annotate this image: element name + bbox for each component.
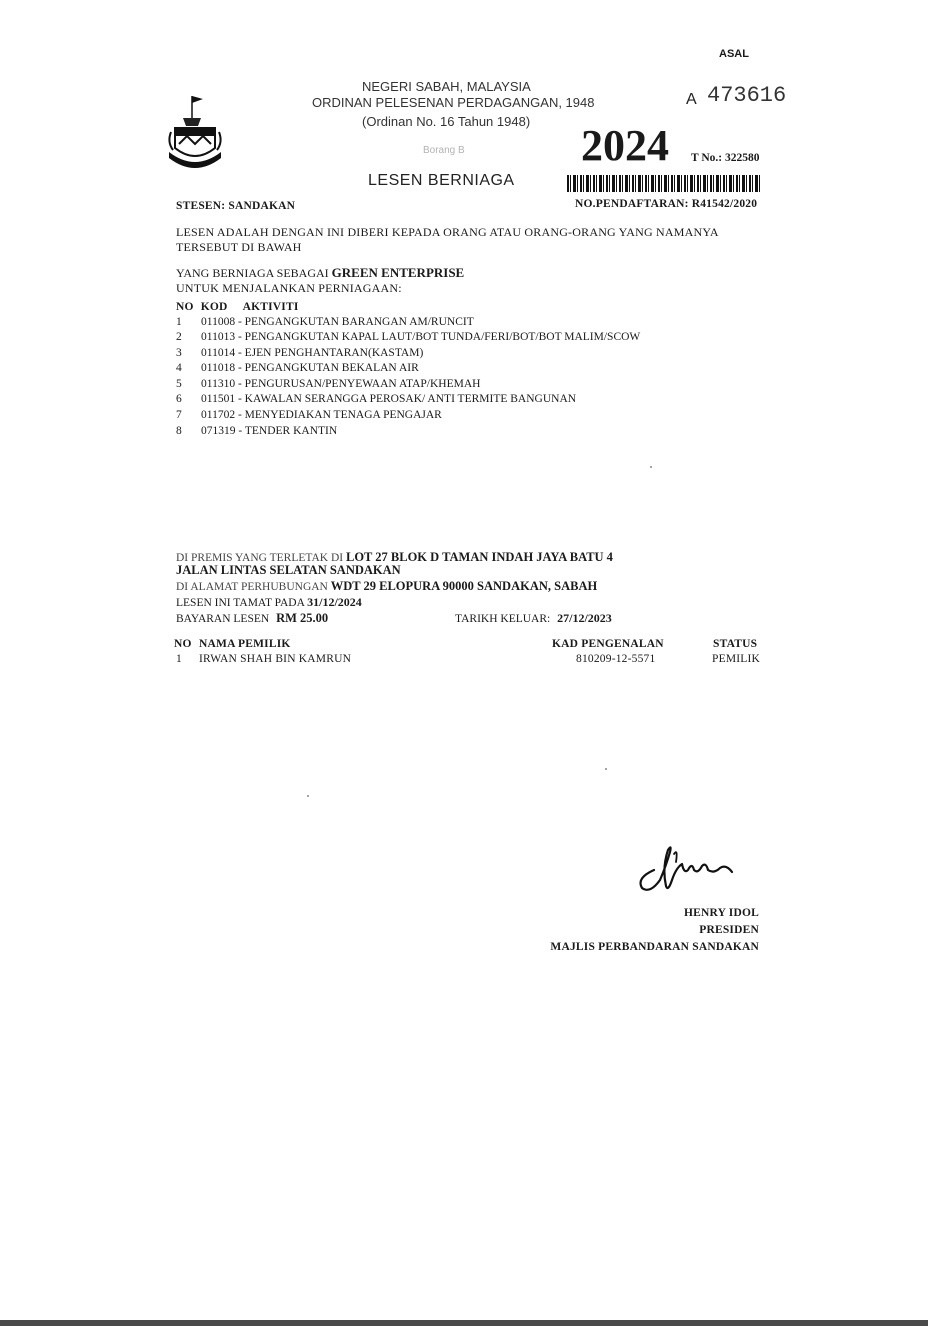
serial-number: 473616 bbox=[707, 83, 787, 108]
signature bbox=[632, 840, 742, 898]
intro-line-2: TERSEBUT DI BAWAH bbox=[176, 240, 302, 254]
expiry-date: 31/12/2024 bbox=[307, 595, 362, 609]
owners-header-no: NO bbox=[174, 638, 192, 650]
activity-row bbox=[176, 393, 576, 408]
activity-no: 2 bbox=[176, 331, 182, 343]
premises-label: DI PREMIS YANG TERLETAK DI bbox=[176, 552, 344, 564]
business-name: GREEN ENTERPRISE bbox=[331, 265, 465, 280]
activity-no: 8 bbox=[176, 425, 182, 437]
activity-row bbox=[176, 316, 474, 331]
intro-line-1: LESEN ADALAH DENGAN INI DIBERI KEPADA ORANG ATAU ORANG-ORANG YANG NAMANYA bbox=[176, 225, 719, 239]
header-ordinance-ref: (Ordinan No. 16 Tahun 1948) bbox=[362, 114, 531, 129]
activity-no: 7 bbox=[176, 409, 182, 421]
activities-header-activity: AKTIVITI bbox=[242, 301, 299, 313]
activities-header-no: NO bbox=[176, 301, 194, 313]
activity-text: 011018 - PENGANGKUTAN BEKALAN AIR bbox=[201, 362, 419, 374]
activity-no: 4 bbox=[176, 362, 182, 374]
fee-label: BAYARAN LESEN bbox=[176, 613, 270, 625]
barcode bbox=[567, 175, 760, 192]
fee-line bbox=[176, 611, 328, 626]
registration-value: R41542/2020 bbox=[691, 198, 758, 210]
owners-header-ic: KAD PENGENALAN bbox=[552, 638, 664, 650]
signatory-position: PRESIDEN bbox=[699, 924, 759, 936]
station-value: SANDAKAN bbox=[228, 200, 296, 212]
activity-text: 011702 - MENYEDIAKAN TENAGA PENGAJAR bbox=[201, 409, 442, 421]
issue-date: 27/12/2023 bbox=[557, 611, 612, 625]
activity-row bbox=[176, 362, 419, 377]
activity-text: 011501 - KAWALAN SERANGGA PEROSAK/ ANTI TERMITE BANGUNAN bbox=[201, 393, 577, 405]
scan-speck bbox=[307, 795, 309, 797]
owner-name: IRWAN SHAH BIN KAMRUN bbox=[199, 653, 352, 665]
scan-speck bbox=[605, 768, 607, 770]
header-state: NEGERI SABAH, MALAYSIA bbox=[362, 79, 531, 94]
issue-line bbox=[455, 611, 612, 626]
contact-line bbox=[176, 579, 597, 594]
activity-row bbox=[176, 378, 480, 393]
station bbox=[176, 200, 295, 212]
owners-header-name: NAMA PEMILIK bbox=[199, 638, 291, 650]
activity-no: 1 bbox=[176, 316, 182, 328]
contact-address: WDT 29 ELOPURA 90000 SANDAKAN, SABAH bbox=[330, 579, 598, 593]
business-purpose: UNTUK MENJALANKAN PERNIAGAAN: bbox=[176, 281, 402, 295]
activities-header-code: KOD bbox=[200, 301, 228, 313]
registration bbox=[575, 198, 757, 210]
station-label: STESEN: bbox=[176, 200, 226, 212]
scan-speck bbox=[650, 466, 652, 468]
license-year: 2024 bbox=[581, 121, 669, 170]
sabah-coat-of-arms-icon bbox=[165, 92, 225, 176]
business-label: YANG BERNIAGA SEBAGAI bbox=[176, 266, 329, 280]
issue-label: TARIKH KELUAR: bbox=[455, 613, 551, 625]
activity-row bbox=[176, 331, 640, 346]
signatory-name: HENRY IDOL bbox=[684, 907, 759, 919]
header-ordinance: ORDINAN PELESENAN PERDAGANGAN, 1948 bbox=[312, 95, 595, 110]
activity-row bbox=[176, 425, 337, 440]
premises-address-2: JALAN LINTAS SELATAN SANDAKAN bbox=[176, 563, 401, 577]
fee-value: RM 25.00 bbox=[276, 611, 329, 625]
activity-text: 011310 - PENGURUSAN/PENYEWAAN ATAP/KHEMAH bbox=[201, 378, 481, 390]
form-label: Borang B bbox=[423, 145, 465, 156]
business-line bbox=[176, 265, 464, 281]
activity-no: 6 bbox=[176, 393, 182, 405]
owner-status: PEMILIK bbox=[712, 653, 761, 665]
signatory-organization: MAJLIS PERBANDARAN SANDAKAN bbox=[550, 941, 759, 953]
activity-no: 3 bbox=[176, 347, 182, 359]
premises-address-1: LOT 27 BLOK D TAMAN INDAH JAYA BATU 4 bbox=[345, 550, 613, 564]
owner-ic: 810209-12-5571 bbox=[576, 653, 656, 665]
expiry-label: LESEN INI TAMAT PADA bbox=[176, 597, 305, 609]
serial-prefix: A bbox=[686, 91, 697, 108]
t-no-value: 322580 bbox=[724, 152, 760, 164]
activity-text: 071319 - TENDER KANTIN bbox=[201, 425, 338, 437]
license-title: LESEN BERNIAGA bbox=[368, 172, 515, 189]
registration-label: NO.PENDAFTARAN: bbox=[575, 198, 689, 210]
activity-row bbox=[176, 409, 442, 424]
bottom-border bbox=[0, 1320, 928, 1326]
copy-label: ASAL bbox=[719, 48, 749, 60]
activity-text: 011008 - PENGANGKUTAN BARANGAN AM/RUNCIT bbox=[201, 316, 474, 328]
t-no-label: T No.: bbox=[691, 152, 723, 164]
activity-text: 011013 - PENGANGKUTAN KAPAL LAUT/BOT TUNDA/FERI/BOT/BOT MALIM/SCOW bbox=[201, 331, 641, 343]
activity-no: 5 bbox=[176, 378, 182, 390]
owners-header-status: STATUS bbox=[713, 638, 758, 650]
activity-row bbox=[176, 347, 423, 362]
contact-label: DI ALAMAT PERHUBUNGAN bbox=[176, 581, 328, 593]
activity-text: 011014 - EJEN PENGHANTARAN(KASTAM) bbox=[201, 347, 424, 359]
owner-no: 1 bbox=[176, 653, 182, 665]
activities-header bbox=[176, 301, 299, 313]
expiry-line bbox=[176, 595, 362, 610]
t-no bbox=[691, 152, 759, 164]
